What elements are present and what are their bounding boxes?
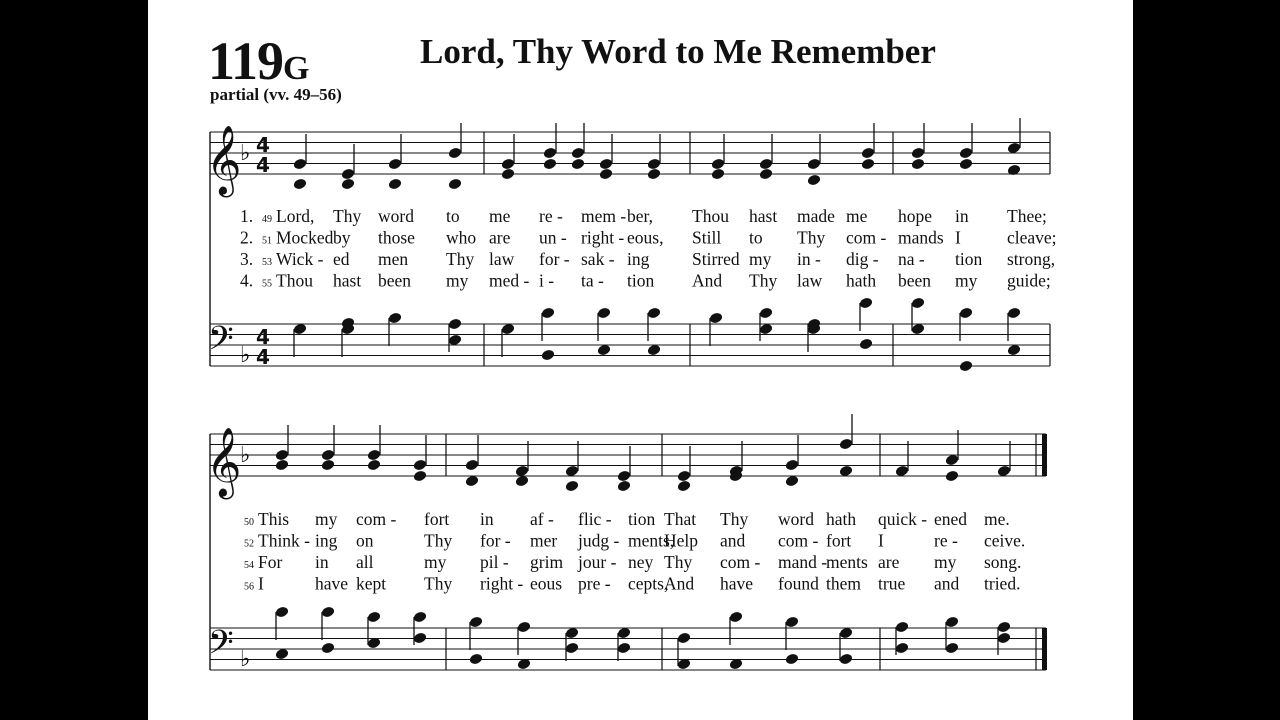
notehead — [617, 480, 632, 493]
notehead — [839, 653, 854, 666]
key-signature-flat: ♭ — [240, 141, 251, 166]
lyric-syllable: ing — [627, 249, 650, 269]
time-signature-top: 4 — [256, 325, 270, 349]
notehead — [785, 459, 800, 472]
lyric-syllable: are — [878, 552, 900, 572]
lyric-syllable: re - — [934, 530, 958, 551]
lyric-syllable: guide; — [1007, 270, 1051, 291]
notehead — [565, 642, 580, 655]
lyric-syllable: me — [489, 206, 511, 226]
lyric-syllable: cleave; — [1007, 227, 1057, 248]
notehead — [543, 147, 558, 160]
lyric-syllable: me. — [984, 509, 1010, 529]
notehead — [839, 438, 854, 451]
lyric-syllable: pil - — [480, 552, 509, 572]
lyric-syllable: hope — [898, 206, 933, 226]
stanza-number: 3. — [240, 249, 254, 269]
notehead — [517, 621, 532, 634]
stanza-number: 2. — [240, 227, 254, 248]
lyric-syllable: na - — [898, 249, 925, 269]
notehead — [945, 616, 960, 629]
notehead — [543, 158, 558, 171]
treble-staff-system-2 — [210, 434, 1046, 476]
lyric-syllable: Still — [692, 227, 722, 248]
lyric-syllable: men — [378, 249, 409, 269]
lyric-syllable: me — [846, 206, 868, 226]
lyric-syllable: com - — [356, 509, 397, 529]
lyric-syllable: in — [955, 206, 969, 226]
lyric-syllable: to — [446, 206, 460, 226]
time-signature-top: 4 — [256, 133, 270, 157]
lyric-syllable: I — [878, 530, 884, 551]
notehead — [388, 178, 403, 191]
lyric-syllable: for - — [480, 530, 511, 551]
lyric-syllable: in — [315, 552, 329, 572]
notehead — [448, 318, 463, 331]
lyric-syllable: judg - — [578, 530, 620, 551]
notehead — [413, 470, 428, 483]
lyric-syllable: kept — [356, 573, 387, 594]
lyric-syllable: Stirred — [692, 249, 740, 269]
notehead — [859, 297, 874, 310]
treble-clef: 𝄞 — [206, 427, 242, 497]
notehead — [1007, 307, 1022, 320]
notehead — [959, 158, 974, 171]
lyric-syllable: fort — [826, 530, 852, 551]
notehead — [413, 632, 428, 645]
lyric-syllable: are — [489, 227, 511, 248]
lyric-syllable: my — [955, 270, 978, 291]
notehead — [677, 470, 692, 483]
lyric-syllable: Thy — [446, 249, 475, 269]
lyric-syllable: pre - — [578, 573, 611, 594]
notehead — [959, 147, 974, 160]
lyric-syllable: right - — [480, 573, 524, 594]
lyric-syllable: ments — [826, 552, 868, 572]
notehead — [565, 480, 580, 493]
notehead — [341, 168, 356, 181]
notehead — [945, 470, 960, 483]
notehead — [647, 168, 662, 181]
lyric-syllable: who — [446, 227, 477, 248]
lyric-syllable: song. — [984, 552, 1022, 572]
lyric-syllable: hath — [826, 509, 857, 529]
lyric-syllable: I — [955, 227, 961, 248]
lyric-syllable: ta - — [581, 270, 604, 291]
lyric-syllable: hast — [749, 206, 778, 226]
lyric-syllable: com - — [720, 552, 761, 572]
lyric-syllable: Think - — [258, 530, 311, 551]
notehead — [501, 158, 516, 171]
notehead — [275, 606, 290, 619]
notehead — [469, 616, 484, 629]
lyric-syllable: Thy — [720, 509, 749, 529]
notehead — [647, 307, 662, 320]
notehead — [677, 632, 692, 645]
lyric-syllable: eous — [530, 573, 563, 594]
lyric-syllable: my — [424, 552, 447, 572]
lyric-syllable: been — [378, 270, 412, 291]
lyric-syllable: Thy — [664, 552, 693, 572]
lyric-syllable: found — [778, 573, 819, 594]
lyric-syllable: tion — [955, 249, 983, 269]
lyric-syllable: quick - — [878, 509, 928, 529]
notehead — [895, 642, 910, 655]
key-signature-flat: ♭ — [240, 443, 251, 468]
lyric-syllable: made — [797, 206, 835, 226]
verse-number: 54 — [244, 560, 254, 571]
notehead — [571, 147, 586, 160]
notehead — [859, 338, 874, 351]
lyric-syllable: strong, — [1007, 249, 1056, 269]
lyric-syllable: Wick - — [276, 249, 324, 269]
lyric-syllable: by — [333, 227, 351, 248]
hymn-letter: G — [283, 50, 309, 87]
lyric-syllable: re - — [539, 206, 563, 226]
notehead — [759, 158, 774, 171]
lyric-syllable: I — [258, 573, 264, 594]
lyric-syllable: my — [446, 270, 469, 291]
stanza-number: 4. — [240, 270, 254, 291]
notehead — [501, 168, 516, 181]
notehead — [677, 480, 692, 493]
lyric-syllable: Thy — [797, 227, 826, 248]
lyric-syllable: law — [489, 249, 515, 269]
notehead — [861, 147, 876, 160]
lyric-syllable: right - — [581, 227, 625, 248]
lyric-syllable: my — [934, 552, 957, 572]
lyric-syllable: ing — [315, 530, 338, 551]
notehead — [959, 307, 974, 320]
lyric-syllable: in — [480, 509, 494, 529]
notehead — [541, 349, 556, 362]
lyric-syllable: ceive. — [984, 530, 1026, 551]
lyric-syllable: ened — [934, 509, 968, 529]
notehead — [911, 158, 926, 171]
notehead — [571, 158, 586, 171]
lyric-syllable: med - — [489, 270, 530, 291]
lyric-syllable: ed — [333, 249, 350, 269]
bass-clef: 𝄢 — [208, 624, 234, 670]
lyric-syllable: and — [934, 573, 960, 594]
lyric-syllable: for - — [539, 249, 570, 269]
lyric-syllable: Thou — [276, 270, 313, 291]
notehead — [997, 632, 1012, 645]
lyric-syllable: sak - — [581, 249, 615, 269]
notehead — [275, 459, 290, 472]
lyric-syllable: Mocked — [276, 227, 334, 248]
bass-staff-system-1 — [210, 324, 1050, 366]
verse-number: 56 — [244, 581, 254, 593]
notehead — [807, 174, 822, 187]
notehead — [465, 459, 480, 472]
lyric-syllable: Thy — [424, 530, 453, 551]
lyric-syllable: mands — [898, 227, 944, 248]
lyric-syllable: fort — [424, 509, 450, 529]
lyric-syllable: have — [720, 573, 754, 594]
notehead — [321, 642, 336, 655]
notehead — [293, 178, 308, 191]
treble-clef: 𝄞 — [206, 125, 242, 195]
notehead — [729, 611, 744, 624]
notehead — [469, 653, 484, 666]
lyric-syllable: ber, — [627, 206, 654, 226]
notehead — [275, 449, 290, 462]
lyric-syllable: That — [664, 509, 697, 529]
lyric-syllable: Lord, — [276, 206, 315, 226]
notehead — [895, 621, 910, 634]
notehead — [617, 470, 632, 483]
lyric-syllable: those — [378, 227, 415, 248]
time-signature-bottom: 4 — [256, 345, 270, 369]
verse-number: 55 — [262, 278, 272, 290]
verse-number: 50 — [244, 517, 254, 528]
notehead — [388, 158, 403, 171]
notehead — [413, 611, 428, 624]
lyric-syllable: For — [258, 552, 283, 572]
lyric-syllable: com - — [846, 227, 887, 248]
lyric-syllable: on — [356, 530, 374, 551]
lyric-syllable: Help — [664, 530, 699, 551]
notehead — [911, 297, 926, 310]
lyric-syllable: mem - — [581, 206, 627, 226]
verse-number: 53 — [262, 257, 272, 268]
notehead — [709, 312, 724, 325]
lyric-syllable: mand - — [778, 552, 828, 572]
lyric-syllable: jour - — [578, 552, 617, 572]
notehead — [448, 147, 463, 160]
notehead — [413, 459, 428, 472]
key-signature-flat: ♭ — [240, 343, 251, 368]
lyric-syllable: tion — [627, 270, 655, 291]
verse-number: 49 — [262, 214, 272, 225]
lyric-syllable: flic - — [578, 509, 612, 529]
notehead — [647, 158, 662, 171]
lyric-syllable: have — [315, 573, 349, 594]
lyric-syllable: my — [749, 249, 772, 269]
lyric-syllable: Thy — [424, 573, 453, 594]
notehead — [448, 178, 463, 191]
lyric-syllable: cepts, — [628, 573, 669, 594]
notehead — [807, 158, 822, 171]
lyric-syllable: been — [898, 270, 932, 291]
notehead — [911, 147, 926, 160]
lyric-syllable: hast — [333, 270, 362, 291]
notehead — [367, 611, 382, 624]
lyric-syllable: ments, — [628, 530, 675, 551]
lyric-syllable: in - — [797, 249, 821, 269]
hymn-title: Lord, Thy Word to Me Remember — [420, 32, 936, 71]
notehead — [599, 158, 614, 171]
final-barline — [1042, 628, 1047, 670]
notehead — [541, 307, 556, 320]
lyric-syllable: un - — [539, 227, 567, 248]
notehead — [321, 449, 336, 462]
lyric-syllable: to — [749, 227, 763, 248]
lyric-syllable: grim — [530, 552, 564, 572]
notehead — [785, 616, 800, 629]
notehead — [367, 459, 382, 472]
lyric-syllable: Thou — [692, 206, 729, 226]
lyric-syllable: true — [878, 573, 906, 594]
notehead — [341, 178, 356, 191]
lyric-syllable: hath — [846, 270, 877, 291]
lyric-syllable: i - — [539, 270, 555, 291]
lyric-syllable: tion — [628, 509, 656, 529]
lyric-syllable: them — [826, 573, 861, 594]
notehead — [367, 449, 382, 462]
notehead — [711, 158, 726, 171]
lyric-syllable: Thy — [333, 206, 362, 226]
lyric-syllable: And — [664, 573, 695, 594]
lyric-syllable: and — [720, 530, 746, 551]
notehead — [785, 653, 800, 666]
lyric-syllable: Thee; — [1007, 206, 1047, 226]
lyric-syllable: af - — [530, 509, 554, 529]
notehead — [388, 312, 403, 325]
notehead — [321, 606, 336, 619]
hymn-subtitle: partial (vv. 49–56) — [210, 85, 342, 104]
lyric-syllable: This — [258, 509, 290, 529]
notehead — [959, 360, 974, 373]
notehead — [759, 307, 774, 320]
hymn-number: 119G — [208, 31, 309, 91]
notehead — [945, 642, 960, 655]
lyric-syllable: ney — [628, 552, 654, 572]
notehead — [293, 158, 308, 171]
notehead — [597, 307, 612, 320]
notehead — [861, 158, 876, 171]
verse-number: 51 — [262, 235, 272, 247]
lyric-syllable: com - — [778, 530, 819, 551]
bass-clef: 𝄢 — [208, 320, 234, 366]
lyric-syllable: tried. — [984, 573, 1021, 594]
lyric-syllable: And — [692, 270, 723, 291]
verse-number: 52 — [244, 538, 254, 550]
final-barline — [1042, 434, 1047, 476]
lyric-syllable: dig - — [846, 249, 879, 269]
notehead — [617, 642, 632, 655]
time-signature-bottom: 4 — [256, 153, 270, 177]
lyric-syllable: Thy — [749, 270, 778, 291]
key-signature-flat: ♭ — [240, 647, 251, 672]
notehead — [599, 168, 614, 181]
notehead — [711, 168, 726, 181]
lyric-syllable: law — [797, 270, 823, 291]
notehead — [997, 621, 1012, 634]
notehead — [321, 459, 336, 472]
lyric-syllable: all — [356, 552, 374, 572]
notehead — [759, 168, 774, 181]
lyric-syllable: my — [315, 509, 338, 529]
stanza-number: 1. — [240, 206, 254, 226]
lyric-syllable: word — [778, 509, 814, 529]
lyric-syllable: mer — [530, 530, 558, 551]
lyric-syllable: word — [378, 206, 414, 226]
lyric-syllable: eous, — [627, 227, 664, 248]
